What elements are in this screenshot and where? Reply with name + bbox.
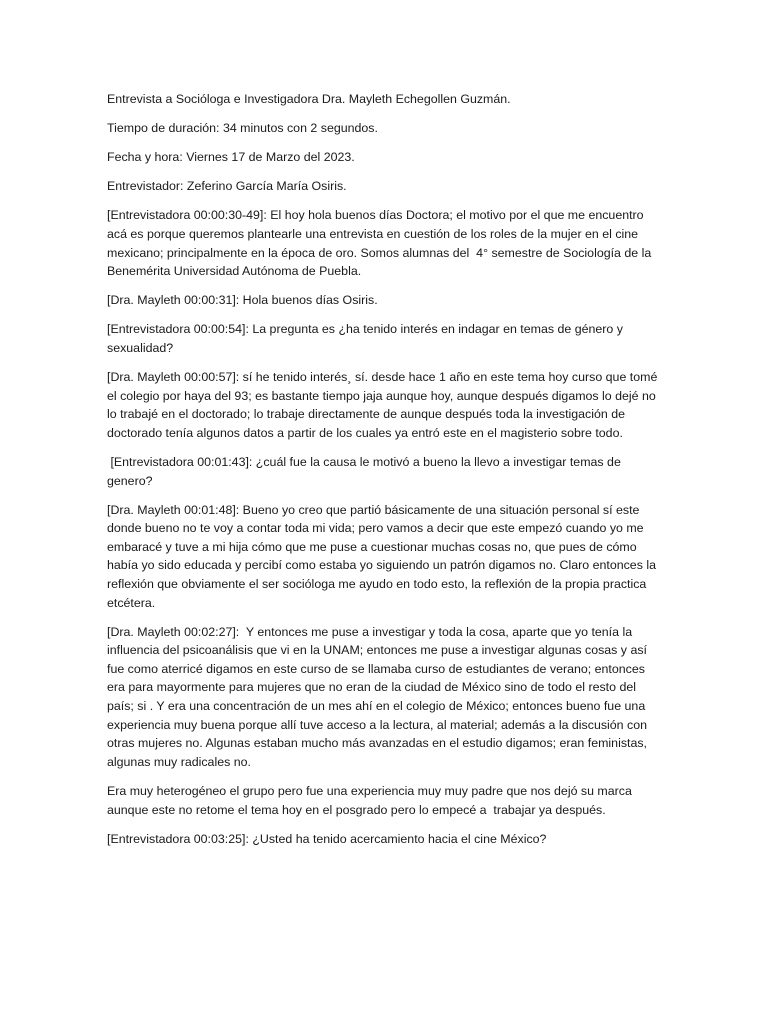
transcript-paragraph: [Entrevistadora 00:01:43]: ¿cuál fue la causa le motivó a bueno la llevo a investigar temas de genero? (107, 454, 625, 488)
transcript-paragraph: [Entrevistadora 00:03:25]: ¿Usted ha tenido acercamiento hacia el cine México? (107, 831, 547, 846)
date-line: Fecha y hora: Viernes 17 de Marzo del 2023. (107, 150, 355, 165)
transcript-paragraph: [Entrevistadora 00:00:54]: La pregunta es ¿ha tenido interés en indagar en temas de género y sexualidad? (107, 322, 627, 355)
interview-title: Entrevista a Socióloga e Investigadora Dra. Mayleth Echegollen Guzmán. (107, 92, 511, 106)
interviewer-line: Entrevistador: Zeferino García María Osiris. (107, 179, 347, 194)
document-body (107, 90, 663, 859)
duration-line: Tiempo de duración: 34 minutos con 2 segundos. (107, 121, 378, 136)
transcript-paragraph: [Entrevistadora 00:00:30-49]: El hoy hola buenos días Doctora; el motivo por el que me encuentro acá es porque queremos plantearle una entrevista en cuestión de los roles de la mujer en el cine mexicano; principalmente en la época de oro. Somos alumnas del 4° semestre de Sociología de la Benemérita Universidad Autónoma de Puebla. (107, 208, 655, 279)
transcript-paragraph: [Dra. Mayleth 00:00:57]: sí he tenido interés¸ sí. desde hace 1 año en este tema hoy curso que tomé el colegio por haya del 93; es bastante tiempo jaja aunque hoy, aunque después digamos lo dejé no lo trabajé en el doctorado; lo trabaje directamente de aunque después toda la investigación de doctorado tenía algunos datos a partir de los cuales ya entró este en el magisterio sobre todo. (107, 370, 661, 440)
transcript-paragraph: Era muy heterogéneo el grupo pero fue una experiencia muy muy padre que nos dejó su marca aunque este no retome el tema hoy en el posgrado pero lo empecé a trabajar ya después. (107, 783, 636, 817)
transcript-paragraph: [Dra. Mayleth 00:01:48]: Bueno yo creo que partió básicamente de una situación personal sí este donde bueno no te voy a contar toda mi vida; pero vamos a decir que este empezó cuando yo me embaracé y tuve a mi hija cómo que me puse a cuestionar muchas cosas no, que pues de cómo había yo sido educada y percibí como estaba yo siguiendo un patrón digamos no. Claro entonces la reflexión que obviamente el ser socióloga me ayudo en todo esto, la reflexión de la propia practica etcétera. (107, 502, 660, 610)
transcript-paragraph: [Dra. Mayleth 00:00:31]: Hola buenos días Osiris. (107, 293, 378, 308)
transcript-paragraph: [Dra. Mayleth 00:02:27]: Y entonces me puse a investigar y toda la cosa, aparte que yo tenía la influencia del psicoanálisis que vi en la UNAM; entonces me puse a investigar algunas cosas y así fue como aterricé digamos en este curso de se llamaba curso de estudiantes de verano; entonces era para mayormente para mujeres que no eran de la ciudad de México sino de todo el resto del país; si . Y era una concentración de un mes ahí en el colegio de México; entonces bueno fue una experiencia muy buena porque allí tuve acceso a la lectura, al material; además a la discusión con otras mujeres no. Algunas estaban mucho más avanzadas en el estudio digamos; eran feministas, algunas muy radicales no. (107, 624, 651, 769)
